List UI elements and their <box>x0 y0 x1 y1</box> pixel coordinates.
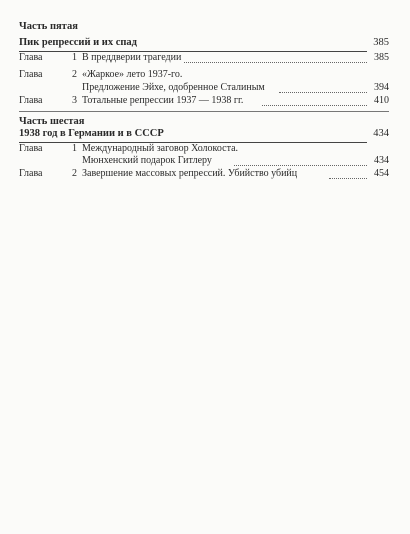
chapter-title: Тотальные репрессии 1937 — 1938 гг. <box>82 95 244 106</box>
section-page-number: 434 <box>373 128 389 139</box>
chapter-page-number: 410 <box>374 95 389 106</box>
section-title: 1938 год в Германии и в СССР <box>19 128 164 139</box>
leader-dots <box>329 178 367 179</box>
chapter-label: Глава <box>19 69 43 80</box>
leader-dots <box>279 92 367 93</box>
part-six-section <box>19 128 389 143</box>
part-five-section <box>19 37 389 52</box>
chapter-title: Завершение массовых репрессий. Убийство убийц <box>82 168 298 179</box>
toc-row <box>19 168 389 182</box>
chapter-title: Международный заговор Холокоста. <box>82 143 239 154</box>
chapter-page-number: 385 <box>374 52 389 63</box>
chapter-number: 1 <box>72 143 77 154</box>
toc-row <box>19 82 389 96</box>
chapter-label: Глава <box>19 52 43 63</box>
part-five-title: Часть пятая <box>19 21 78 32</box>
chapter-label: Глава <box>19 143 43 154</box>
chapter-title-continuation: Мюнхенский подарок Гитлеру <box>82 155 212 166</box>
chapter-number: 1 <box>72 52 77 63</box>
toc-row <box>19 52 389 66</box>
chapter-number: 2 <box>72 69 77 80</box>
toc-row <box>19 95 389 109</box>
chapter-title: «Жаркое» лето 1937-го. <box>82 69 183 80</box>
leader-dots <box>262 105 367 106</box>
section-title: Пик репрессий и их спад <box>19 37 137 48</box>
toc-row <box>19 69 389 83</box>
leader-dots <box>234 165 367 166</box>
chapter-page-number: 454 <box>374 168 389 179</box>
chapter-label: Глава <box>19 168 43 179</box>
chapter-label: Глава <box>19 95 43 106</box>
chapter-title: В преддверии трагедии <box>82 52 182 63</box>
part-divider <box>19 111 389 112</box>
section-page-number: 385 <box>373 37 389 48</box>
chapter-number: 2 <box>72 168 77 179</box>
toc-row <box>19 155 389 169</box>
chapter-page-number: 394 <box>374 82 389 93</box>
chapter-title-continuation: Предложение Эйхе, одобренное Сталиным <box>82 82 265 93</box>
part-six-title: Часть шестая <box>19 116 85 127</box>
chapter-number: 3 <box>72 95 77 106</box>
leader-dots <box>184 62 367 63</box>
chapter-page-number: 434 <box>374 155 389 166</box>
